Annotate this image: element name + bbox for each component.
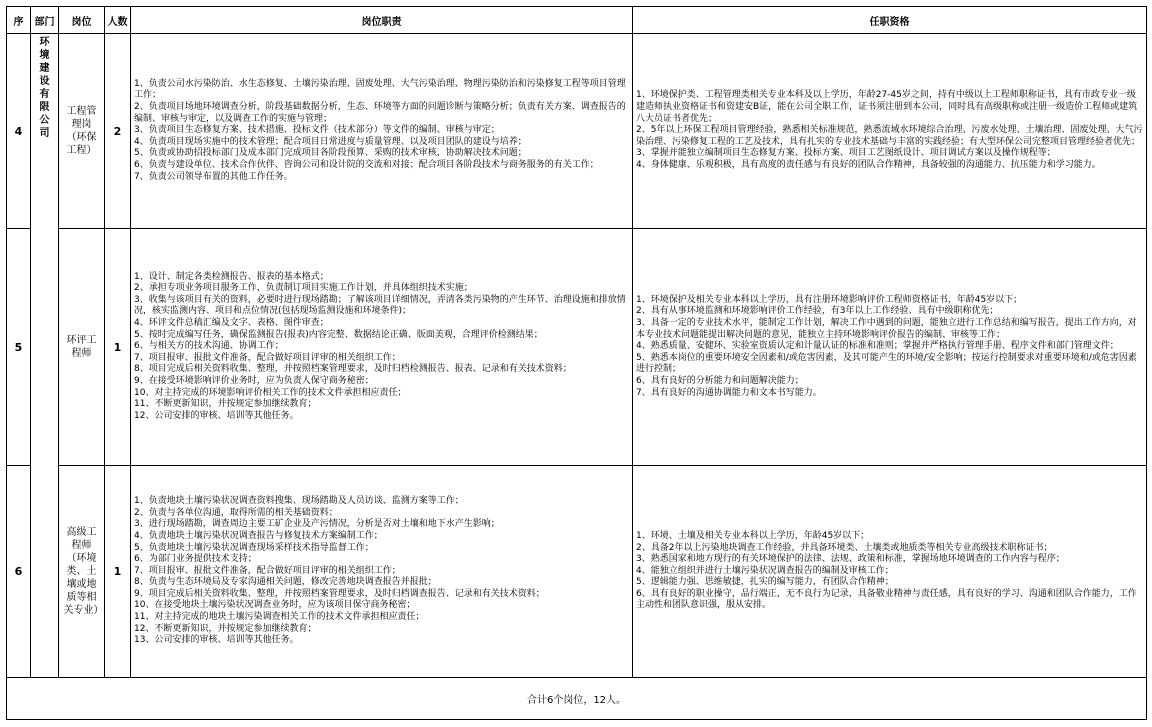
list-item: 1、负责地块土壤污染状况调查资料搜集、现场踏勘及人员访谈、监测方案等工作； [134, 496, 464, 507]
table-row [7, 34, 1147, 229]
position-cell [59, 229, 105, 466]
headcount: 1 [105, 229, 131, 466]
recruitment-table [6, 6, 1147, 720]
position-name: 高级工程师（环境类、土壤或地质等相关专业） [63, 527, 104, 616]
list-item: 4、熟悉质量、安健环、实验室资质认定和计量认证的标准和准则；掌握并严格执行管理手册、程序文件和部门管理文件； [636, 341, 1119, 352]
list-item: 3、掌握并能独立编制项目生态修复方案、投标方案、项目工艺图纸设计、项目调试方案以及操作规程等； [636, 148, 1056, 159]
list-item: 5、负责地块土壤污染状况调查现场采样技术指导监督工作； [134, 542, 374, 553]
list-item: 9、在接受环境影响评价业务时，应为负责人保守商务秘密； [134, 375, 374, 386]
headcount: 2 [105, 34, 131, 229]
list-item: 5、负责或协助招投标部门及成本部门完成项目各阶段预算、采购的技术审核，协助解决技术问题； [134, 148, 527, 159]
duties-cell [131, 229, 633, 466]
list-item: 11、不断更新知识，并按规定参加继续教育； [134, 399, 317, 410]
table-row [7, 229, 1147, 466]
duties-cell [131, 466, 633, 678]
list-item: 10、对主持完成的环境影响评价相关工作的技术文件承担相应责任； [134, 387, 407, 398]
list-item: 6、为部门业务提供技术支持； [134, 554, 257, 565]
list-item: 4、负责项目现场实施中的技术管理；配合项目日常进度与质量管理、以及项目团队的建设与培养； [134, 136, 527, 147]
header-duties: 岗位职责 [131, 7, 633, 34]
list-item: 4、身体健康、乐观积极，具有高度的责任感与有良好的团队合作精神，具备较强的沟通能力、抗压能力和学习能力。 [636, 159, 1101, 170]
position-cell [59, 34, 105, 229]
list-item: 1、环境、土壤及相关专业本科以上学历，年龄45岁以下； [636, 530, 870, 541]
row-number: 5 [7, 229, 31, 466]
duties-cell [131, 34, 633, 229]
list-item: 2、负责项目场地环境调查分析，阶段基础数据分析，生态、环境等方面的问题诊断与策略分析；负责有关方案、调查报告的编制、审核与审定，以及调查工作的实施与管理； [134, 102, 626, 124]
row-number: 4 [7, 34, 31, 229]
list-item: 4、环评文件总稿汇编及文字、表格、图件审查； [134, 318, 329, 329]
list-item: 12、公司安排的审核、培训等其他任务。 [134, 410, 299, 421]
list-item: 2、具有从事环境监测和环境影响评价工作经验，有3年以上工作经验、具有中级职称优先； [636, 306, 999, 317]
header-count: 人数 [105, 7, 131, 34]
list-item: 4、负责地块土壤污染状况调查报告与修复技术方案编制工作； [134, 530, 383, 541]
list-item: 2、承担专项业务项目服务工作，负责制订项目实施工作计划，并具体组织技术实施； [134, 283, 473, 294]
footer-row [7, 678, 1147, 720]
list-item: 2、5年以上环保工程项目管理经验，熟悉相关标准规范，熟悉流域水环境综合治理、污废水处理、土壤治理、固废处理、大气污染治理、污染修复工程的工艺及技术，具有扎实的专业技术基础与丰富的实践经验；有大型环保公司完整项目管理经验者优先； [636, 125, 1143, 147]
header-qualifications: 任职资格 [633, 7, 1147, 34]
qualifications-cell [633, 466, 1147, 678]
qualifications-cell [633, 34, 1147, 229]
list-item: 1、环境保护及相关专业本科以上学历，具有注册环境影响评价工程师资格证书，年龄45岁以下； [636, 294, 1023, 305]
headcount: 1 [105, 466, 131, 678]
list-item: 7、项目报审、报批文件准备，配合做好项目评审的相关组织工作； [134, 352, 401, 363]
table-row [7, 466, 1147, 678]
list-item: 1、负责公司水污染防治、水生态修复、土壤污染治理、固废处理、大气污染治理、物理污染防治和污染修复工程等项目管理工作； [134, 78, 626, 101]
list-item: 2、负责与各单位沟通，取得所需的相关基础资料； [134, 507, 338, 518]
header-dept: 部门 [31, 7, 59, 34]
list-item: 2、具备2年以上污染地块调查工作经验，并具备环境类、土壤类或地质类等相关专业高级技术职称证书； [636, 542, 1053, 553]
row-number: 6 [7, 466, 31, 678]
recruitment-table-sheet [6, 6, 1146, 720]
list-item: 3、熟悉国家和地方现行的有关环境保护的法律、法规、政策和标准，掌握场地环境调查的工作内容与程序； [636, 554, 1065, 565]
list-item: 8、负责与生态环境局及专家沟通相关问题，修改完善地块调查报告并报批； [134, 577, 437, 588]
list-item: 5、按时完成编写任务，确保监测报告(报表)内容完整、数据结论正确、版面美观，合理评价检测结果； [134, 329, 543, 340]
list-item: 6、具有良好的职业操守，品行端正，无不良行为记录，具备敬业精神与责任感，具有良好的学习、沟通和团队合作能力，工作主动性和团队意识强，服从安排。 [636, 588, 1137, 611]
department-cell [31, 34, 59, 678]
position-name: 工程管理岗（环保工程） [66, 106, 97, 156]
list-item: 7、项目报审、报批文件准备，配合做好项目评审的相关组织工作； [134, 565, 401, 576]
header-no: 序 [7, 7, 31, 34]
header-position: 岗位 [59, 7, 105, 34]
list-item: 6、与相关方的技术沟通、协调工作； [134, 341, 284, 352]
list-item: 1、设计、制定各类检测报告、报表的基本格式； [134, 271, 329, 282]
list-item: 13、公司安排的审核、培训等其他任务。 [134, 635, 299, 646]
list-item: 8、项目完成后相关资料收集、整理，并按照档案管理要求，及时归档检测报告、报表、记录和有关技术资料； [134, 364, 572, 375]
list-item: 12、不断更新知识，并按规定参加继续教育； [134, 623, 317, 634]
list-item: 9、项目完成后相关资料收集、整理，并按照档案管理要求，及时归档调查报告、记录和有关技术资料； [134, 588, 545, 599]
list-item: 3、具备一定的专业技术水平，能制定工作计划，解决工作中遇到的问题，能独立进行工作总结和编写报告，提出工作方向，对本专业技术问题能提出解决问题的意见，能独立主持环境影响评价报告的编制、审核等工作； [636, 318, 1137, 340]
position-name: 环评工程师 [66, 335, 97, 359]
list-item: 5、逻辑能力强、思维敏捷，扎实的编写能力，有团队合作精神； [636, 577, 894, 588]
list-item: 6、具有良好的分析能力和问题解决能力； [636, 375, 804, 386]
list-item: 3、进行现场踏勘，调查周边主要工矿企业及产污情况，分析是否对土壤和地下水产生影响； [134, 519, 500, 530]
position-cell [59, 466, 105, 678]
list-item: 6、负责与建设单位、技术合作伙伴、咨询公司和设计院的交流和对接；配合项目各阶段技术与商务服务的有关工作； [134, 159, 599, 170]
department-name: 环境建设有限公司 [39, 37, 50, 139]
list-item: 3、收集与该项目有关的资料，必要时进行现场踏勘；了解该项目详细情况，弄清各类污染物的产生环节、治理设施和排放情况，核实监测内容、项目和点位情况(包括现场监测设施和环境条件)； [134, 294, 626, 317]
list-item: 11、对主持完成的地块土壤污染调查相关工作的技术文件承担相应责任； [134, 612, 425, 623]
list-item: 3、负责项目生态修复方案、技术措施、投标文件（技术部分）等文件的编制、审核与审定； [134, 125, 500, 136]
list-item: 7、负责公司领导布置的其他工作任务。 [134, 171, 293, 182]
list-item: 7、具有良好的沟通协调能力和文本书写能力。 [636, 387, 822, 398]
qualifications-cell [633, 229, 1147, 466]
total-summary: 合计6个岗位，12人。 [7, 678, 1147, 720]
header-row [7, 7, 1147, 34]
list-item: 5、熟悉本岗位的重要环境安全因素和/或危害因素，及其可能产生的环境/安全影响；按运行控制要求对重要环境和/或危害因素进行控制； [636, 352, 1137, 375]
list-item: 10、在接受地块土壤污染状况调查业务时，应为该项目保守商务秘密； [134, 600, 416, 611]
list-item: 4、能独立组织并进行土壤污染状况调查报告的编制及审核工作； [636, 565, 894, 576]
list-item: 1、环境保护类、工程管理类相关专业本科及以上学历，年龄27-45岁之间，持有中级以上工程师职称证书，具有市政专业一级建造师执业资格证书和资建安B证，能在公司全职工作，证书须注册到本公司，同时具有高级职称或注册一级造价工程师或建筑八大员证书者优先； [636, 90, 1138, 124]
